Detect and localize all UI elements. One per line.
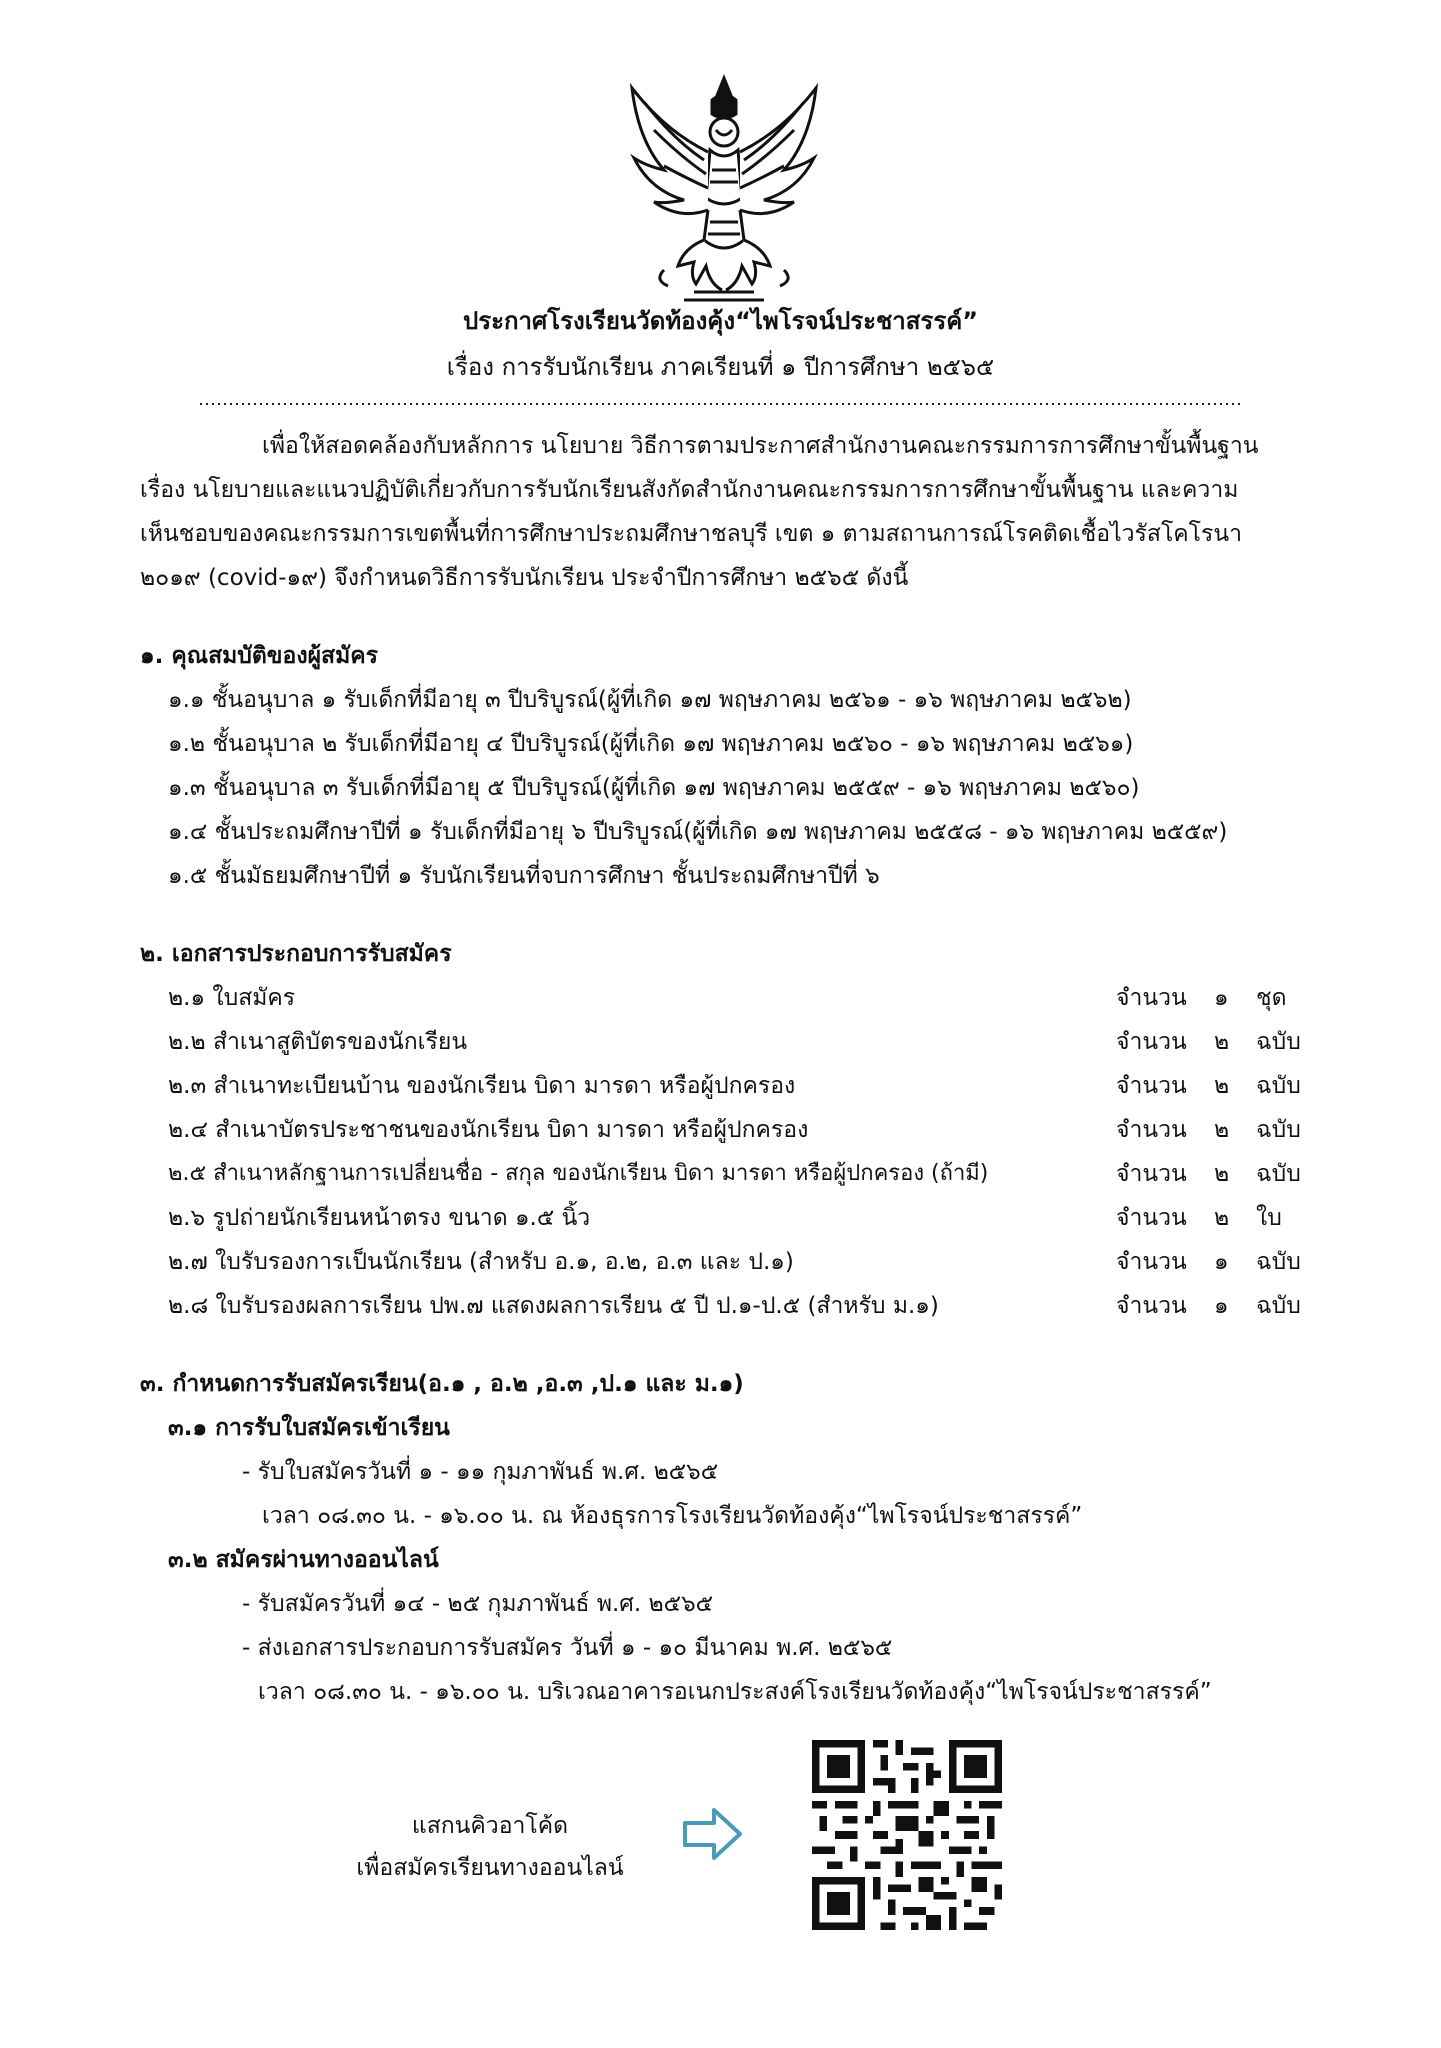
qty-unit: ใบ [1256, 1205, 1282, 1231]
qty-count: ๑ [1214, 1249, 1229, 1275]
qty-unit: ฉบับ [1256, 1249, 1301, 1275]
document-name: ๒.๘ ใบรับรองผลการเรียน ปพ.๗ แสดงผลการเรียน ๕ ปี ป.๑-ป.๕ (สำหรับ ม.๑) [168, 1293, 939, 1319]
qty-label: จำนวน [1116, 1073, 1187, 1099]
intro-line: ๒๐๑๙ (covid-๑๙) จึงกำหนดวิธีการรับนักเรียน ประจำปีการศึกษา ๒๕๖๕ ดังนี้ [140, 565, 909, 591]
list-item: ๑.๔ ชั้นประถมศึกษาปีที่ ๑ รับเด็กที่มีอายุ ๖ ปีบริบูรณ์(ผู้ที่เกิด ๑๗ พฤษภาคม ๒๕๕๘ - ๑๖ พฤษภาคม ๒๕๕๙) [168, 819, 1228, 845]
schedule-line: เวลา ๐๘.๓๐ น. - ๑๖.๐๐ น. ณ ห้องธุรการโรงเรียนวัดท้องคุ้ง“ไพโรจน์ประชาสรรค์” [262, 1503, 1083, 1529]
qr-instruction: เพื่อสมัครเรียนทางออนไลน์ [356, 1855, 624, 1881]
schedule-line: เวลา ๐๘.๓๐ น. - ๑๖.๐๐ น. บริเวณอาคารอเนกประสงค์โรงเรียนวัดท้องคุ้ง“ไพโรจน์ประชาสรรค์” [258, 1679, 1212, 1705]
qty-label: จำนวน [1116, 985, 1187, 1011]
intro-line: เห็นชอบของคณะกรรมการเขตพื้นที่การศึกษาประถมศึกษาชลบุรี เขต ๑ ตามสถานการณ์โรคติดเชื้อไวรัสโคโรนา [140, 521, 1243, 547]
document-name: ๒.๑ ใบสมัคร [168, 985, 296, 1011]
qty-count: ๒ [1214, 1205, 1230, 1231]
list-item: ๑.๕ ชั้นมัธยมศึกษาปีที่ ๑ รับนักเรียนที่จบการศึกษา ชั้นประถมศึกษาปีที่ ๖ [168, 863, 880, 889]
schedule-line: - รับสมัครวันที่ ๑๔ - ๒๕ กุมภาพันธ์ พ.ศ. ๒๕๖๕ [242, 1591, 714, 1617]
qty-label: จำนวน [1116, 1161, 1187, 1187]
intro-line: เพื่อให้สอดคล้องกับหลักการ นโยบาย วิธีการตามประกาศสำนักงานคณะกรรมการการศึกษาขั้นพื้นฐาน [262, 433, 1259, 459]
dotted-divider [198, 402, 1242, 406]
arrow-right-icon [682, 1806, 744, 1862]
qty-count: ๒ [1214, 1117, 1230, 1143]
qty-unit: ชุด [1256, 985, 1287, 1011]
qty-label: จำนวน [1116, 1117, 1187, 1143]
qty-count: ๑ [1214, 985, 1229, 1011]
document-name: ๒.๔ สำเนาบัตรประชาชนของนักเรียน บิดา มารดา หรือผู้ปกครอง [168, 1117, 809, 1143]
qty-label: จำนวน [1116, 1029, 1187, 1055]
section-heading: ๒. เอกสารประกอบการรับสมัคร [140, 941, 452, 967]
qty-label: จำนวน [1116, 1249, 1187, 1275]
qty-count: ๑ [1214, 1293, 1229, 1319]
qty-count: ๒ [1214, 1029, 1230, 1055]
qty-label: จำนวน [1116, 1205, 1187, 1231]
document-name: ๒.๕ สำเนาหลักฐานการเปลี่ยนชื่อ - สกุล ของนักเรียน บิดา มารดา หรือผู้ปกครอง (ถ้ามี) [168, 1161, 989, 1186]
qty-unit: ฉบับ [1256, 1161, 1301, 1187]
qty-count: ๒ [1214, 1161, 1230, 1187]
qty-label: จำนวน [1116, 1293, 1187, 1319]
announcement-title: ประกาศโรงเรียนวัดท้องคุ้ง“ไพโรจน์ประชาสรรค์” [462, 307, 979, 335]
intro-line: เรื่อง นโยบายและแนวปฏิบัติเกี่ยวกับการรับนักเรียนสังกัดสำนักงานคณะกรรมการการศึกษาขั้นพื้นฐาน และความ [140, 477, 1239, 503]
announcement-subject: เรื่อง การรับนักเรียน ภาคเรียนที่ ๑ ปีการศึกษา ๒๕๖๕ [446, 353, 995, 381]
schedule-line: - ส่งเอกสารประกอบการรับสมัคร วันที่ ๑ - ๑๐ มีนาคม พ.ศ. ๒๕๖๕ [242, 1635, 893, 1661]
subsection-heading: ๓.๒ สมัครผ่านทางออนไลน์ [168, 1547, 439, 1573]
qty-unit: ฉบับ [1256, 1293, 1301, 1319]
qty-unit: ฉบับ [1256, 1029, 1301, 1055]
garuda-emblem-icon [624, 70, 824, 305]
document-name: ๒.๓ สำเนาทะเบียนบ้าน ของนักเรียน บิดา มารดา หรือผู้ปกครอง [168, 1073, 796, 1099]
qty-unit: ฉบับ [1256, 1073, 1301, 1099]
qr-instruction: แสกนคิวอาโค้ด [411, 1813, 569, 1839]
qty-unit: ฉบับ [1256, 1117, 1301, 1143]
schedule-line: - รับใบสมัครวันที่ ๑ - ๑๑ กุมภาพันธ์ พ.ศ. ๒๕๖๕ [242, 1459, 719, 1485]
document-name: ๒.๒ สำเนาสูติบัตรของนักเรียน [168, 1029, 468, 1055]
qr-code-icon[interactable] [812, 1740, 1002, 1930]
list-item: ๑.๓ ชั้นอนุบาล ๓ รับเด็กที่มีอายุ ๕ ปีบริบูรณ์(ผู้ที่เกิด ๑๗ พฤษภาคม ๒๕๕๙ - ๑๖ พฤษภาคม ๒๕๖๐) [168, 775, 1140, 801]
section-heading: ๓. กำหนดการรับสมัครเรียน(อ.๑ , อ.๒ ,อ.๓ ,ป.๑ และ ม.๑) [140, 1371, 744, 1397]
list-item: ๑.๑ ชั้นอนุบาล ๑ รับเด็กที่มีอายุ ๓ ปีบริบูรณ์(ผู้ที่เกิด ๑๗ พฤษภาคม ๒๕๖๑ - ๑๖ พฤษภาคม ๒๕๖๒) [168, 687, 1132, 713]
list-item: ๑.๒ ชั้นอนุบาล ๒ รับเด็กที่มีอายุ ๔ ปีบริบูรณ์(ผู้ที่เกิด ๑๗ พฤษภาคม ๒๕๖๐ - ๑๖ พฤษภาคม ๒๕๖๑) [168, 731, 1134, 757]
qty-count: ๒ [1214, 1073, 1230, 1099]
section-heading: ๑. คุณสมบัติของผู้สมัคร [140, 643, 378, 669]
document-name: ๒.๖ รูปถ่ายนักเรียนหน้าตรง ขนาด ๑.๕ นิ้ว [168, 1205, 591, 1231]
subsection-heading: ๓.๑ การรับใบสมัครเข้าเรียน [168, 1415, 450, 1441]
document-name: ๒.๗ ใบรับรองการเป็นนักเรียน (สำหรับ อ.๑, อ.๒, อ.๓ และ ป.๑) [168, 1249, 794, 1275]
